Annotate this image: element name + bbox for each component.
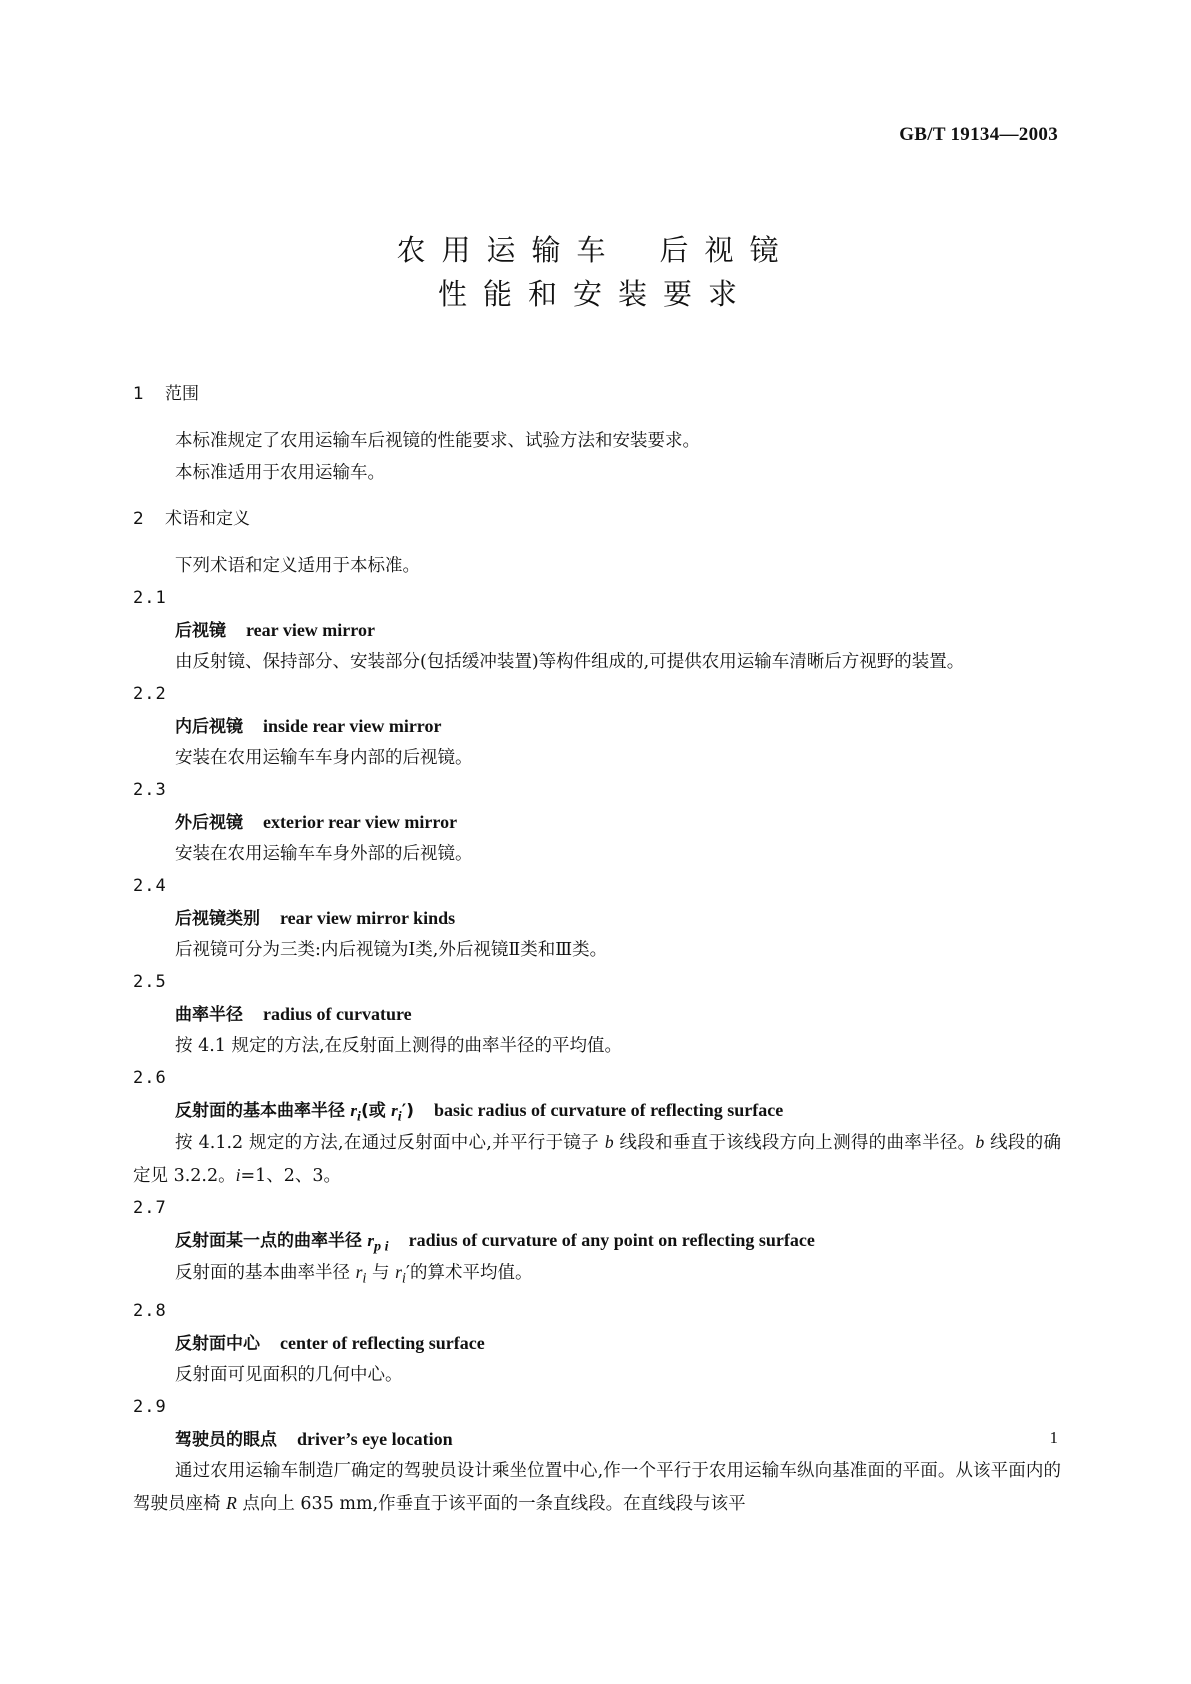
symbol: r: [350, 1101, 358, 1120]
term-definition: 通过农用运输车制造厂确定的驾驶员设计乘坐位置中心,作一个平行于农用运输车纵向基准面的平面。从该平面内的驾驶员座椅 R 点向上 635 mm,作垂直于该平面的一条直线段。在直线段与该平: [133, 1460, 1061, 1514]
term-entry: 曲率半径 radius of curvature: [175, 1004, 412, 1025]
term-entry: 内后视镜 inside rear view mirror: [175, 716, 442, 737]
paragraph: 本标准规定了农用运输车后视镜的性能要求、试验方法和安装要求。: [175, 431, 700, 451]
term-definition: 后视镜可分为三类:内后视镜为Ⅰ类,外后视镜Ⅱ类和Ⅲ类。: [175, 940, 608, 960]
clause-number: 2.8: [133, 1300, 167, 1321]
clause-number: 2.5: [133, 972, 167, 992]
term-definition: 按 4.1 规定的方法,在反射面上测得的曲率半径的平均值。: [175, 1036, 623, 1056]
section-heading-1: 1 范围: [133, 384, 199, 404]
paragraph: 下列术语和定义适用于本标准。: [175, 556, 420, 576]
clause-number: 2.4: [133, 876, 167, 896]
section-heading-2: 2 术语和定义: [133, 509, 250, 529]
term-entry: 驾驶员的眼点 driver’s eye location: [175, 1428, 453, 1450]
term-definition: 按 4.1.2 规定的方法,在通过反射面中心,并平行于镜子 b 线段和垂直于该线段方向上测得的曲率半径。b 线段的确定见 3.2.2。i=1、2、3。: [133, 1132, 1062, 1186]
term-definition: 反射面的基本曲率半径 $r_i$ 与 $r_i'$的算术平均值。: [175, 1262, 533, 1287]
document-title-line2: 性能和安装要求: [437, 277, 753, 311]
term-definition: 安装在农用运输车车身外部的后视镜。: [175, 844, 473, 864]
term-entry: 后视镜 rear view mirror: [175, 620, 375, 641]
term-definition: 反射面可见面积的几何中心。: [175, 1364, 403, 1385]
title-part-b: 后视镜: [659, 233, 795, 267]
clause-number: 2.1: [133, 588, 167, 608]
clause-number: 2.3: [133, 780, 167, 800]
standard-code: GB/T 19134—2003: [899, 124, 1058, 145]
clause-number: 2.6: [133, 1068, 167, 1088]
page-number: 1: [1049, 1428, 1058, 1447]
term-definition: 安装在农用运输车车身内部的后视镜。: [175, 748, 473, 768]
paragraph: 本标准适用于农用运输车。: [175, 463, 385, 483]
term-entry: 外后视镜 exterior rear view mirror: [175, 812, 458, 833]
document-body: [133, 376, 1061, 1520]
clause-number: 2.7: [133, 1198, 167, 1218]
document-title-line1: [0, 228, 1191, 269]
symbol: r: [367, 1231, 375, 1250]
term-entry: 反射面的基本曲率半径 $r_i$(或 $r_i'$) basic radius of curvature of reflecting surface: [175, 1100, 784, 1125]
term-entry: 反射面中心 center of reflecting surface: [175, 1332, 485, 1354]
term-definition: 由反射镜、保持部分、安装部分(包括缓冲装置)等构件组成的,可提供农用运输车清晰后方视野的装置。: [175, 652, 965, 672]
term-entry: 反射面某一点的曲率半径 $r_{p i}$ radius of curvature of any point on reflecting surface: [175, 1230, 815, 1255]
clause-number: 2.2: [133, 684, 167, 704]
term-entry: 后视镜类别 rear view mirror kinds: [175, 908, 456, 929]
title-part-a: 农用运输车: [396, 233, 622, 267]
clause-number: 2.9: [133, 1396, 167, 1417]
